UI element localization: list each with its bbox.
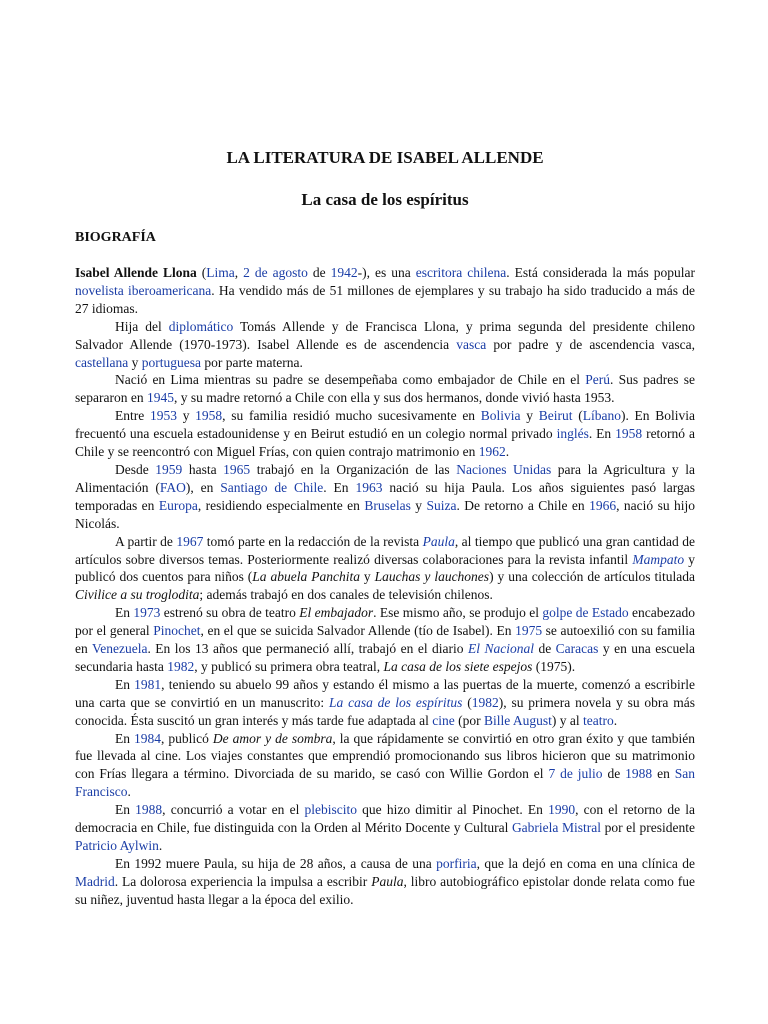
inline-link[interactable]: Pinochet xyxy=(153,623,201,639)
text-run: -), es una xyxy=(357,265,416,280)
text-run: ) y al xyxy=(551,712,584,728)
inline-link[interactable]: Beirut xyxy=(538,408,573,424)
inline-link[interactable]: Naciones Unidas xyxy=(456,461,552,477)
paragraph xyxy=(75,264,695,318)
text-run: retornó a Chile y se reencontró con Miguel Frías, con quien contrajo matrimonio en xyxy=(75,426,695,460)
text-run: . xyxy=(158,838,163,853)
text-run: que hizo dimitir al Pinochet. En xyxy=(357,802,549,818)
inline-link[interactable]: 1967 xyxy=(176,533,204,549)
inline-link[interactable]: inglés xyxy=(556,426,589,442)
text-run: . Ha vendido más de 51 millones de ejemplares y su trabajo ha sido traducido a más de 27 idiomas. xyxy=(75,282,695,316)
text-run: . Ese mismo año, se produjo el xyxy=(373,605,543,621)
inline-link[interactable]: vasca xyxy=(456,336,487,352)
text-run: ; además trabajó en dos canales de televisión chilenos. xyxy=(199,587,493,603)
text-run: en xyxy=(652,766,675,782)
text-run: . En los 13 años que permaneció allí, trabajó en el diario xyxy=(147,641,469,657)
italic-text: El embajador xyxy=(299,605,374,621)
inline-link[interactable]: 2 de agosto xyxy=(243,265,308,280)
text-run: , al tiempo que publicó una gran cantidad de artículos sobre diversos temas. Posteriormente realizó diversas colaboraciones para la revista infantil xyxy=(75,533,695,567)
text-run: ( xyxy=(196,265,207,280)
inline-link[interactable]: FAO xyxy=(159,479,186,495)
inline-link[interactable]: 1959 xyxy=(155,461,183,477)
text-run: ), su primera novela y su obra más conocida. Ésta suscitó un gran interés y más tarde fue adaptada al xyxy=(75,694,696,728)
paragraph xyxy=(75,855,695,909)
text-run: de xyxy=(533,641,556,657)
text-run: En 1992 muere Paula, su hija de 28 años, a causa de una xyxy=(115,855,437,871)
inline-link[interactable]: Lima xyxy=(206,265,235,280)
text-run: , en el que se suicida Salvador Allende (tío de Isabel). En xyxy=(200,623,516,639)
text-run: y xyxy=(176,408,196,424)
text-run: . En xyxy=(588,426,616,442)
text-run: . De retorno a Chile en xyxy=(456,497,590,513)
inline-link[interactable]: 1982 xyxy=(167,658,195,674)
inline-link[interactable]: castellana xyxy=(75,354,129,370)
inline-link[interactable]: Venezuela xyxy=(91,641,148,657)
inline-link[interactable]: 7 de julio xyxy=(548,766,603,782)
text-run: trabajó en la Organización de las xyxy=(250,461,457,477)
text-run: encabezado por el general xyxy=(75,605,696,639)
inline-link[interactable]: Suiza xyxy=(426,497,457,513)
text-run: , su familia residió mucho sucesivamente en xyxy=(222,408,481,424)
text-run: ), en xyxy=(185,479,221,495)
inline-link[interactable]: El Nacional xyxy=(468,641,534,657)
paragraph xyxy=(75,371,695,407)
text-run: de xyxy=(307,265,331,280)
paragraph xyxy=(75,461,695,533)
inline-link[interactable]: Caracas xyxy=(555,641,599,657)
inline-link[interactable]: plebiscito xyxy=(304,802,358,818)
inline-link[interactable]: Paula xyxy=(422,533,455,549)
text-run: para la Agricultura y la Alimentación ( xyxy=(75,461,695,495)
text-run: . Sus padres se separaron en xyxy=(75,372,695,406)
inline-link[interactable]: novelista iberoamericana xyxy=(75,282,212,298)
text-run: (1975). xyxy=(532,658,576,674)
inline-link[interactable]: 1988 xyxy=(625,766,653,782)
text-run: por parte materna. xyxy=(200,354,303,370)
inline-link[interactable]: 1982 xyxy=(471,694,499,710)
text-run: y xyxy=(359,569,375,585)
text-run: y xyxy=(410,497,427,513)
inline-link[interactable]: Perú xyxy=(585,372,610,388)
inline-link[interactable]: 1990 xyxy=(548,802,576,818)
text-run: , concurrió a votar en el xyxy=(162,802,305,818)
text-run: Nació en Lima mientras su padre se desempeñaba como embajador de Chile en el xyxy=(115,372,586,388)
italic-text: La abuela Panchita xyxy=(252,569,360,585)
inline-link[interactable]: 1945 xyxy=(146,390,174,406)
inline-link[interactable]: Madrid xyxy=(75,873,115,889)
section-heading: BIOGRAFÍA xyxy=(75,230,156,245)
inline-link[interactable]: 1973 xyxy=(133,605,161,621)
inline-link[interactable]: portuguesa xyxy=(141,354,201,370)
text-run: , residiendo especialmente en xyxy=(197,497,365,513)
text-run: , xyxy=(234,265,244,280)
text-run: ) y una colección de artículos titulada xyxy=(489,569,696,585)
paragraph xyxy=(75,318,695,372)
text-run: , que la dejó en coma en una clínica de xyxy=(476,855,695,871)
text-run: y en una escuela secundaria hasta xyxy=(75,641,695,674)
inline-link[interactable]: Europa xyxy=(158,497,198,513)
inline-link[interactable]: 1962 xyxy=(478,444,506,460)
text-run: y xyxy=(128,354,142,370)
text-run: , libro autobiográfico epistolar donde relata como fue su niñez, juventud hasta llegar a la época del exilio. xyxy=(75,873,695,907)
inline-link[interactable]: 1953 xyxy=(149,408,177,424)
paragraph xyxy=(75,533,695,605)
text-run: , y su madre retornó a Chile con ella y sus dos hermanos, donde vivió hasta 1953. xyxy=(173,390,615,406)
text-run: En xyxy=(115,676,135,692)
text-run: A partir de xyxy=(115,533,177,549)
text-run: , teniendo su abuelo 99 años y estando él mismo a las puertas de la muerte, comenzó a escribirle una carta que se convirtió en un manuscrito: xyxy=(75,676,695,710)
text-run: por el presidente xyxy=(601,820,695,836)
inline-link[interactable]: teatro xyxy=(583,712,614,728)
italic-text: La casa de los siete espejos xyxy=(383,658,533,674)
italic-text: Lauchas y lauchones xyxy=(374,569,490,585)
inline-link[interactable]: Bruselas xyxy=(364,497,411,513)
inline-link[interactable]: 1958 xyxy=(195,408,223,424)
inline-link[interactable]: 1984 xyxy=(134,730,162,746)
inline-link[interactable]: 1966 xyxy=(589,497,617,513)
inline-link[interactable]: Líbano xyxy=(582,408,621,424)
text-run: En xyxy=(115,605,134,621)
text-run: . Está considerada la más popular xyxy=(506,265,696,280)
text-run: , nació su hijo Nicolás. xyxy=(75,497,696,531)
inline-link[interactable]: 1942 xyxy=(330,265,358,280)
text-run: ( xyxy=(462,694,472,710)
inline-link[interactable]: San Francisco xyxy=(75,766,695,800)
italic-text: De amor y de sombra xyxy=(212,730,333,746)
paragraph xyxy=(75,801,695,855)
text-run: Hija del xyxy=(115,318,169,334)
text-run: de xyxy=(602,766,626,782)
text-run: En xyxy=(115,730,135,746)
biography-body xyxy=(75,264,695,909)
inline-link[interactable]: Patricio Aylwin xyxy=(75,838,159,853)
text-run: . xyxy=(505,444,510,460)
text-run: nació su hija Paula. Los años siguientes pasó largas temporadas en xyxy=(75,479,696,513)
inline-link[interactable]: Gabriela Mistral xyxy=(511,820,601,836)
text-run: (por xyxy=(454,712,484,728)
inline-link[interactable]: 1963 xyxy=(355,479,383,495)
paragraph xyxy=(75,407,695,461)
text-run: En xyxy=(115,802,136,818)
text-run: hasta xyxy=(182,461,224,477)
inline-link[interactable]: 1965 xyxy=(223,461,251,477)
inline-link[interactable]: 1958 xyxy=(615,426,643,442)
text-run: . xyxy=(613,712,618,728)
text-run: , con el retorno de la democracia en Chile, fue distinguida con la Orden al Mérito Docente y Cultural xyxy=(75,802,695,836)
text-run: ). En Bolivia frecuentó una escuela estadounidense y en Beirut estudió en un colegio normal privado xyxy=(75,408,696,442)
inline-link[interactable]: Bille August xyxy=(484,712,552,728)
paragraph xyxy=(75,730,695,802)
bold-text: Isabel Allende Llona xyxy=(75,265,197,280)
inline-link[interactable]: porfiria xyxy=(436,855,477,871)
text-run: estrenó su obra de teatro xyxy=(160,605,300,621)
text-run: . xyxy=(127,784,131,800)
inline-link[interactable]: 1988 xyxy=(135,802,163,818)
inline-link[interactable]: Mampato xyxy=(632,551,685,567)
inline-link[interactable]: golpe de Estado xyxy=(542,605,629,621)
text-run: se autoexilió con su familia en xyxy=(75,623,695,657)
inline-link[interactable]: La casa de los espíritus xyxy=(328,694,463,710)
document-subtitle: La casa de los espíritus xyxy=(301,190,469,209)
text-run: por padre y de ascendencia vasca, xyxy=(486,336,695,352)
text-run: , publicó xyxy=(161,730,213,746)
text-run: y xyxy=(520,408,539,424)
text-run: Tomás Allende y de Francisca Llona, y prima segunda del presidente chileno Salvador Allende (1970-1973). Isabel Allende es de ascendencia xyxy=(75,318,695,352)
inline-link[interactable]: 1975 xyxy=(515,623,543,639)
text-run: . En xyxy=(323,479,356,495)
paragraph xyxy=(75,604,695,676)
document-title: LA LITERATURA DE ISABEL ALLENDE xyxy=(226,148,544,167)
text-run: , la que rápidamente se convirtió en otro gran éxito y que también fue llevada al cine. Los viajes constantes que emprendió promocionando sus libros hicieron que su matrimonio con Frías llegara a término. Divorciada de su marido, se casó con Willie Gordon el xyxy=(75,730,695,782)
italic-text: Paula xyxy=(371,873,404,889)
inline-link[interactable]: escritora chilena xyxy=(415,265,507,280)
text-run: Desde xyxy=(115,461,156,477)
text-run: tomó parte en la redacción de la revista xyxy=(203,533,423,549)
inline-link[interactable]: Bolivia xyxy=(480,408,521,424)
text-run: . La dolorosa experiencia la impulsa a escribir xyxy=(114,873,372,889)
italic-text: Civilice a su troglodita xyxy=(75,587,200,603)
text-run: ( xyxy=(572,408,583,424)
inline-link[interactable]: Santiago de Chile xyxy=(220,479,324,495)
text-run: y publicó dos cuentos para niños ( xyxy=(75,551,696,585)
inline-link[interactable]: cine xyxy=(432,712,455,728)
text-run: , y publicó su primera obra teatral, xyxy=(194,658,384,674)
text-run: Entre xyxy=(115,408,150,424)
inline-link[interactable]: diplomático xyxy=(168,318,234,334)
inline-link[interactable]: 1981 xyxy=(134,676,162,692)
paragraph xyxy=(75,676,695,730)
